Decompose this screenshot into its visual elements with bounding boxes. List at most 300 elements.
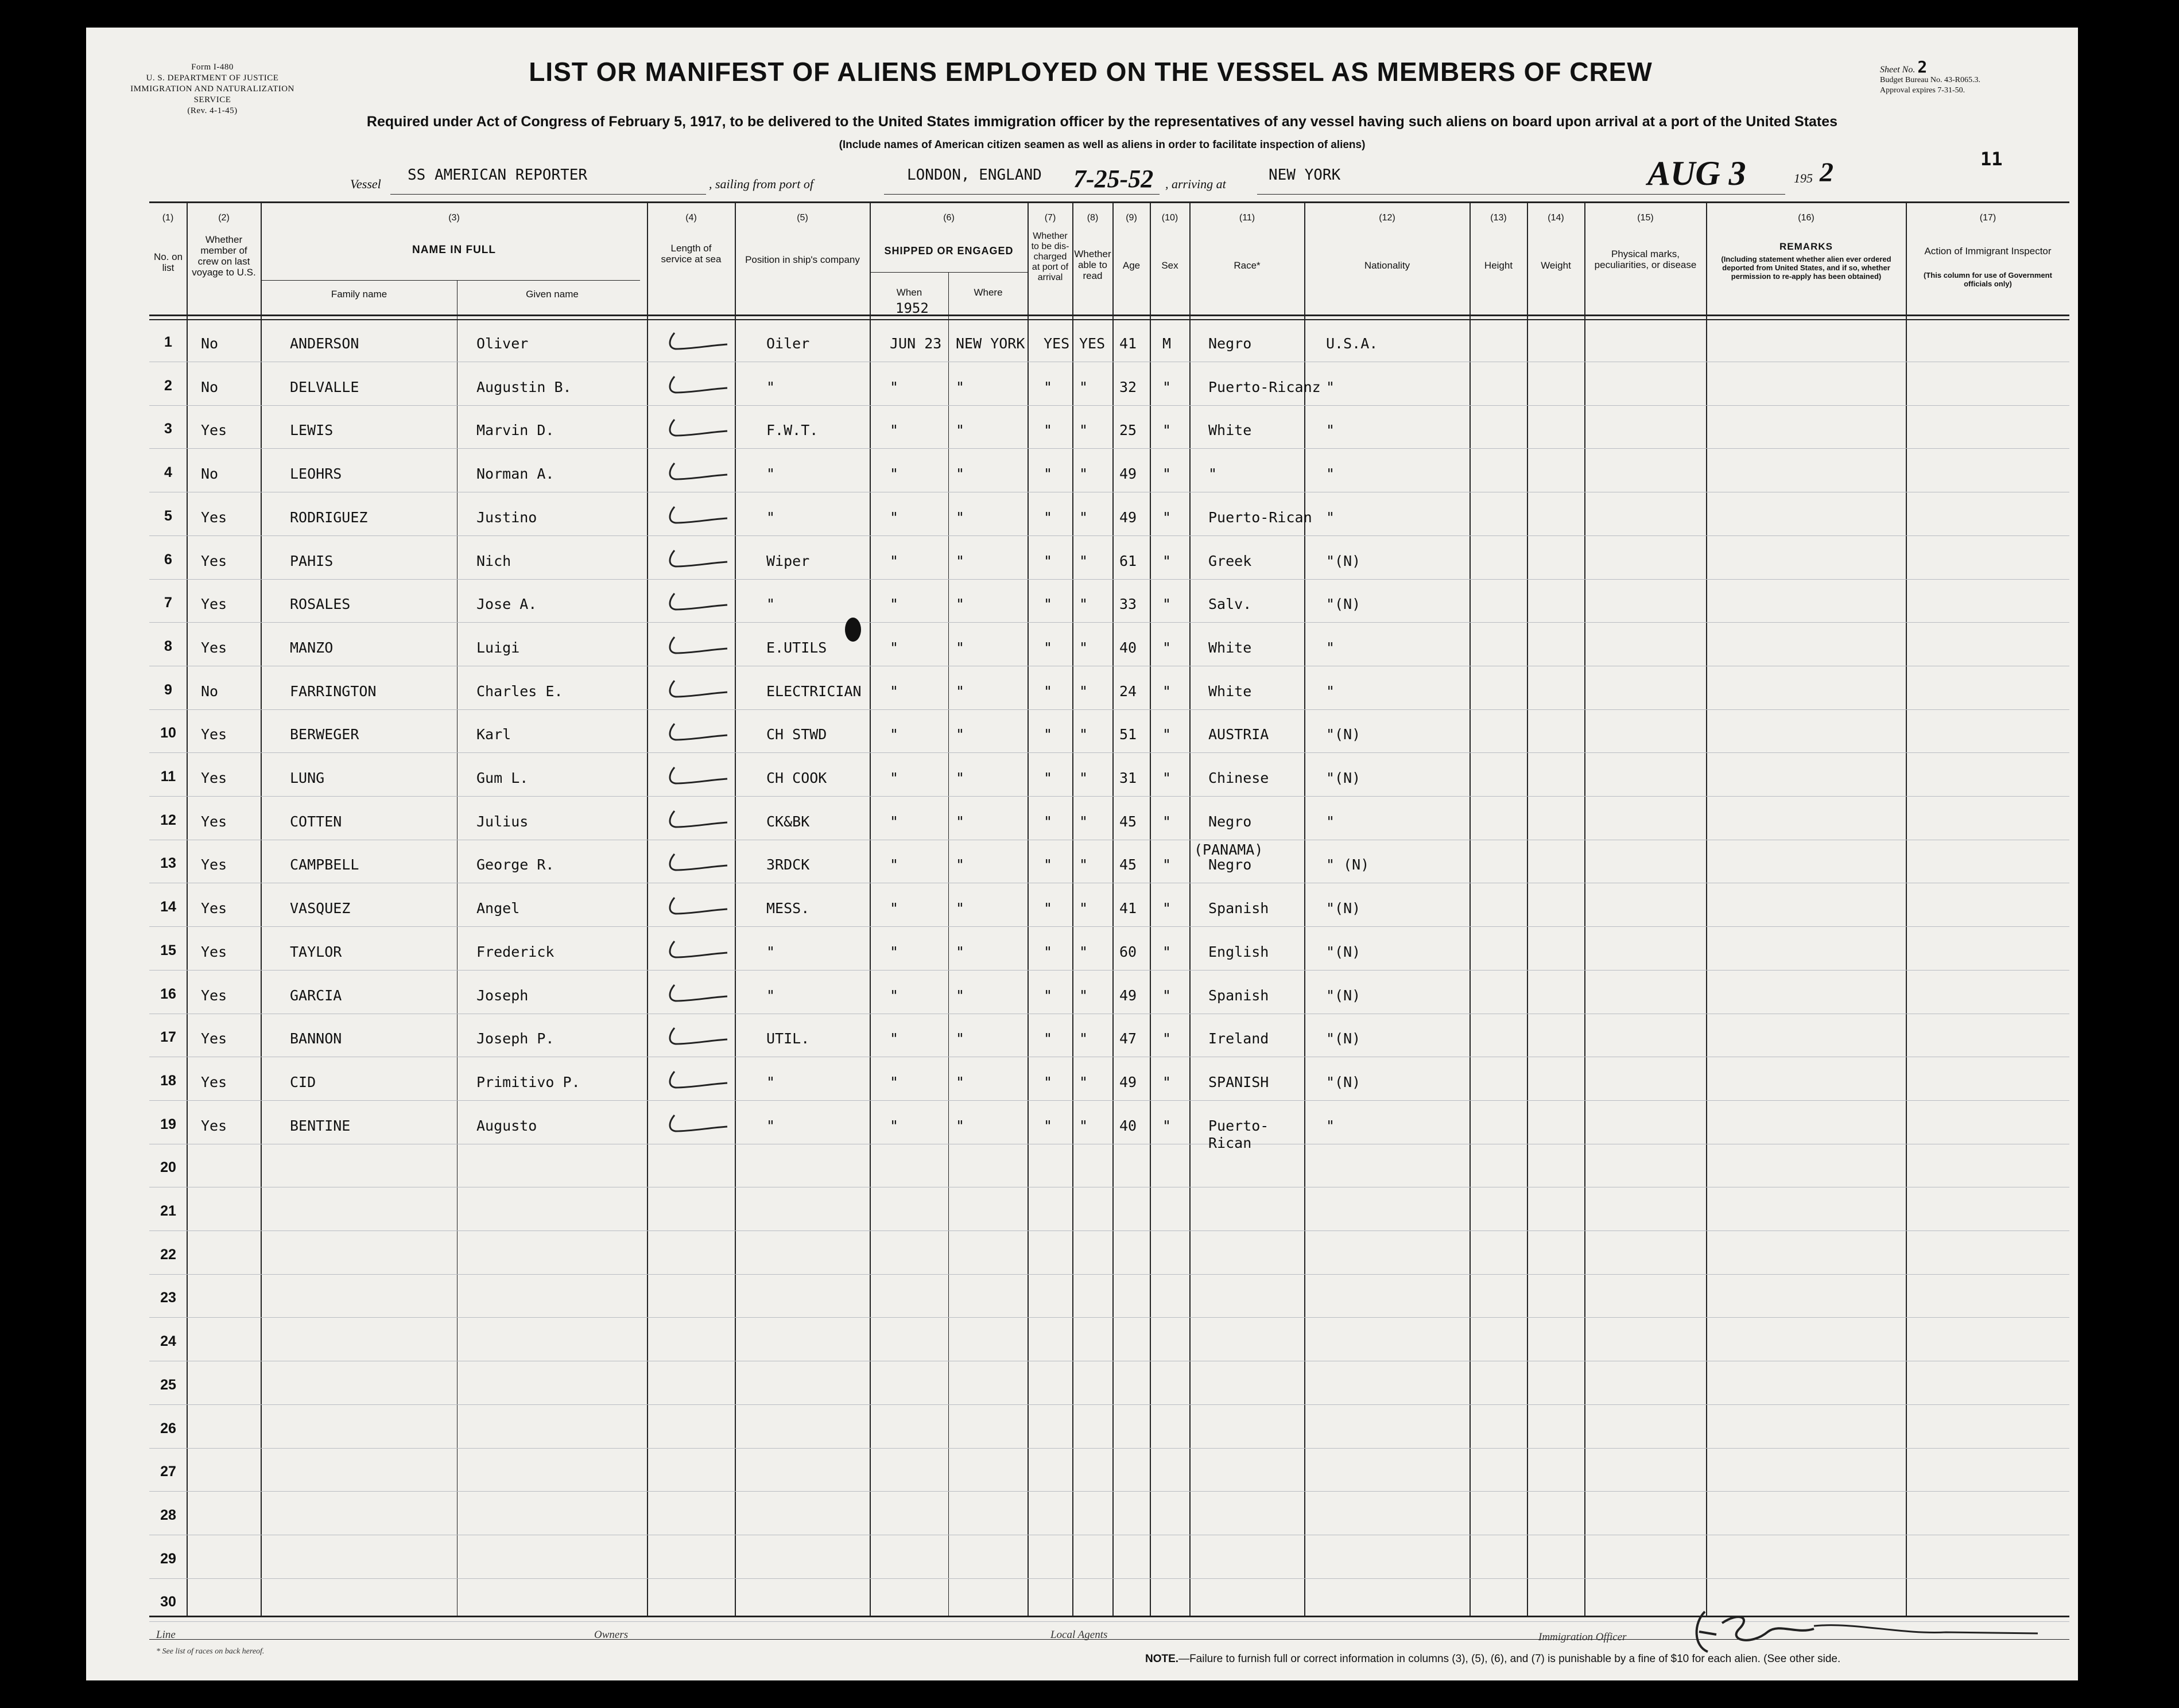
cell-family: COTTEN (290, 813, 342, 830)
arrival-date: AUG 3 (1647, 154, 1746, 192)
cell-race-note: (PANAMA) (1194, 841, 1263, 859)
cell-age: 40 (1119, 1117, 1137, 1134)
cell-when: " (890, 422, 899, 439)
cell-age: 49 (1119, 1073, 1137, 1090)
cell-when: " (890, 552, 899, 569)
cell-discharged: " (1044, 378, 1053, 395)
col5-num: (5) (797, 213, 808, 223)
cell-discharged: " (1044, 900, 1053, 917)
col1-header: No. on list (153, 251, 183, 273)
cell-given: Nich (476, 552, 511, 569)
col14-header: Weight (1541, 260, 1571, 271)
cell-given: Karl (476, 726, 511, 743)
cell-sex: " (1162, 943, 1172, 960)
cell-read: " (1079, 726, 1088, 743)
cell-read: " (1079, 987, 1088, 1004)
col13-num: (13) (1490, 213, 1507, 223)
cell-read: " (1079, 682, 1088, 700)
col4-header: Length of service at sea (661, 243, 722, 265)
cell-race: Ireland (1208, 1030, 1269, 1047)
cell-sex: " (1162, 813, 1172, 830)
row-rule (149, 1274, 2069, 1275)
cell-position: " (766, 378, 776, 395)
cell-last: No (201, 682, 219, 700)
ink-blot (845, 618, 861, 642)
service-check-mark (657, 719, 732, 748)
cell-family: PAHIS (290, 552, 334, 569)
col17-subheader: (This column for use of Government officials only) (1924, 271, 2052, 288)
cell-read: " (1079, 422, 1088, 439)
cell-discharged: " (1044, 465, 1053, 483)
cell-where: " (956, 1117, 965, 1134)
cell-read: " (1079, 813, 1088, 830)
col16-num: (16) (1798, 213, 1814, 223)
cell-where: " (956, 378, 965, 395)
cell-read: " (1079, 465, 1088, 483)
col11-header: Race* (1234, 260, 1261, 271)
cell-sex: " (1162, 726, 1172, 743)
cell-race: Spanish (1208, 900, 1269, 917)
cell-race: Chinese (1208, 770, 1269, 786)
row-number: 5 (164, 507, 172, 524)
cell-where: NEW YORK (956, 335, 1025, 352)
cell-race: Puerto-Rican (1208, 508, 1312, 526)
col15-header: Physical marks, peculiarities, or disease (1594, 249, 1697, 270)
cell-race: Negro (1208, 813, 1252, 830)
row-rule (149, 752, 2069, 753)
cell-family: VASQUEZ (290, 900, 351, 917)
cell-last: Yes (201, 1117, 227, 1134)
cell-read: " (1079, 552, 1088, 569)
service-check-mark (657, 546, 732, 574)
port-to: NEW YORK (1269, 166, 1341, 184)
cell-race: AUSTRIA (1208, 726, 1269, 743)
cell-when: " (890, 1030, 899, 1047)
cell-race: Salv. (1208, 596, 1252, 613)
cell-last: No (201, 378, 219, 395)
cell-discharged: " (1044, 943, 1053, 960)
cell-given: Primitivo P. (476, 1073, 580, 1090)
cell-given: Joseph P. (476, 1030, 555, 1047)
cell-race: Puerto- (1208, 1117, 1269, 1134)
cell-read: " (1079, 900, 1088, 917)
cell-last: Yes (201, 770, 227, 786)
form-revision: (Rev. 4-1-45) (187, 106, 238, 115)
footer-agents-label: Local Agents (1050, 1629, 1108, 1641)
cell-last: Yes (201, 1030, 227, 1047)
cell-sex: " (1162, 1117, 1172, 1134)
cell-nationality: "(N) (1326, 726, 1361, 743)
vessel-label: Vessel (350, 177, 381, 191)
sheet-info (1880, 57, 2052, 96)
col6-header: SHIPPED OR ENGAGED (884, 245, 1014, 257)
cell-sex: " (1162, 770, 1172, 786)
cell-race: SPANISH (1208, 1073, 1269, 1090)
cell-nationality: " (1326, 378, 1335, 395)
cell-given: Gum L. (476, 770, 529, 786)
cell-nationality: " (N) (1326, 856, 1370, 874)
service-check-mark (657, 806, 732, 835)
row-rule (149, 1448, 2069, 1449)
cell-position: " (766, 508, 776, 526)
cell-when: " (890, 1073, 899, 1090)
year-prefix: 195 (1794, 171, 1813, 185)
cell-read: " (1079, 770, 1088, 786)
cell-race: White (1208, 422, 1252, 439)
cell-last: Yes (201, 422, 227, 439)
cell-where: " (956, 508, 965, 526)
include-statement: (Include names of American citizen seamen as well as aliens in order to facilitate inspection of aliens) (839, 139, 1366, 151)
cell-position: " (766, 465, 776, 483)
col5-header: Position in ship's company (745, 254, 860, 265)
col12-header: Nationality (1364, 260, 1410, 271)
cell-family: DELVALLE (290, 378, 359, 395)
manifest-page (86, 28, 2078, 1680)
service-check-mark (657, 1067, 732, 1096)
cell-nationality: "(N) (1326, 596, 1361, 613)
service-check-mark (657, 372, 732, 401)
cell-age: 24 (1119, 682, 1137, 700)
cell-age: 47 (1119, 1030, 1137, 1047)
form-number: Form I-480 (191, 63, 234, 72)
cell-age: 32 (1119, 378, 1137, 395)
cell-read: " (1079, 856, 1088, 874)
cell-given: Norman A. (476, 465, 555, 483)
row-number: 29 (160, 1550, 176, 1567)
cell-family: RODRIGUEZ (290, 508, 368, 526)
cell-sex: " (1162, 422, 1172, 439)
row-number: 28 (160, 1507, 176, 1523)
cell-given: Justino (476, 508, 537, 526)
cell-sex: " (1162, 682, 1172, 700)
cell-family: BANNON (290, 1030, 342, 1047)
cell-when: " (890, 813, 899, 830)
cell-nationality: "(N) (1326, 1030, 1361, 1047)
cell-when: " (890, 943, 899, 960)
service-check-mark (657, 1111, 732, 1139)
cell-where: " (956, 682, 965, 700)
service-name: IMMIGRATION AND NATURALIZATION SERVICE (130, 84, 294, 104)
row-number: 7 (164, 595, 172, 611)
cell-last: Yes (201, 508, 227, 526)
cell-age: 60 (1119, 943, 1137, 960)
cell-last: No (201, 465, 219, 483)
row-rule (149, 796, 2069, 797)
row-rule (149, 1317, 2069, 1318)
cell-where: " (956, 770, 965, 786)
col11-num: (11) (1239, 213, 1255, 223)
cell-family: ANDERSON (290, 335, 359, 352)
row-rule (149, 622, 2069, 623)
cell-family: CID (290, 1073, 316, 1090)
row-number: 9 (164, 681, 172, 698)
service-check-mark (657, 849, 732, 878)
cell-position: Oiler (766, 335, 810, 352)
row-rule (149, 1100, 2069, 1101)
col14-num: (14) (1548, 213, 1564, 223)
cell-read: " (1079, 943, 1088, 960)
cell-nationality: "(N) (1326, 1073, 1361, 1090)
col6-when-year: 1952 (895, 300, 929, 316)
cell-family: LUNG (290, 770, 325, 786)
cell-read: " (1079, 508, 1088, 526)
cell-sex: " (1162, 1030, 1172, 1047)
row-number: 12 (160, 812, 176, 828)
row-rule (149, 1404, 2069, 1405)
cell-race: Negro (1208, 856, 1252, 874)
row-number: 18 (160, 1072, 176, 1089)
cell-sex: " (1162, 465, 1172, 483)
note-label: NOTE. (1145, 1653, 1179, 1665)
row-rule (149, 926, 2069, 927)
row-rule (149, 970, 2069, 971)
service-check-mark (657, 980, 732, 1009)
cell-sex: M (1162, 335, 1172, 352)
cell-where: " (956, 943, 965, 960)
cell-sex: " (1162, 1073, 1172, 1090)
cell-age: 49 (1119, 508, 1137, 526)
cell-last: Yes (201, 639, 227, 656)
cell-where: " (956, 596, 965, 613)
cell-position: " (766, 943, 776, 960)
cell-sex: " (1162, 900, 1172, 917)
footer-line-label: Line (156, 1629, 176, 1641)
cell-position: 3RDCK (766, 856, 810, 874)
cell-when: " (890, 596, 899, 613)
col6-where-header: Where (974, 287, 1003, 298)
col3-given-header: Given name (526, 289, 579, 300)
cell-discharged: " (1044, 770, 1053, 786)
cell-sex: " (1162, 378, 1172, 395)
cell-sex: " (1162, 987, 1172, 1004)
cell-last: Yes (201, 1073, 227, 1090)
service-check-mark (657, 1023, 732, 1052)
cell-where: " (956, 552, 965, 569)
row-number: 21 (160, 1203, 176, 1219)
col6-when-header: When (896, 287, 922, 298)
cell-age: 51 (1119, 726, 1137, 743)
cell-given: Charles E. (476, 682, 563, 700)
cell-sex: " (1162, 508, 1172, 526)
row-number: 20 (160, 1159, 176, 1176)
cell-race: Negro (1208, 335, 1252, 352)
cell-when: " (890, 378, 899, 395)
row-number: 6 (164, 551, 172, 568)
cell-discharged: " (1044, 987, 1053, 1004)
cell-where: " (956, 1030, 965, 1047)
cell-given: Joseph (476, 987, 529, 1004)
row-rule (149, 1230, 2069, 1231)
cell-age: 41 (1119, 900, 1137, 917)
service-check-mark (657, 937, 732, 965)
cell-position: Wiper (766, 552, 810, 569)
service-check-mark (657, 459, 732, 487)
cell-when: " (890, 726, 899, 743)
cell-discharged: " (1044, 813, 1053, 830)
service-check-mark (657, 589, 732, 618)
col3-family-header: Family name (331, 289, 387, 300)
cell-when: " (890, 900, 899, 917)
cell-nationality: U.S.A. (1326, 335, 1378, 352)
cell-family: BERWEGER (290, 726, 359, 743)
row-number: 30 (160, 1594, 176, 1610)
cell-last: Yes (201, 900, 227, 917)
col7-num: (7) (1044, 213, 1056, 223)
row-number: 26 (160, 1420, 176, 1437)
service-check-mark (657, 893, 732, 922)
cell-family: TAYLOR (290, 943, 342, 960)
cell-nationality: "(N) (1326, 943, 1361, 960)
col17-header: Action of Immigrant Inspector (1924, 246, 2052, 257)
cell-position: E.UTILS (766, 639, 827, 656)
cell-discharged: " (1044, 422, 1053, 439)
cell-family: LEOHRS (290, 465, 342, 483)
row-number: 23 (160, 1290, 176, 1306)
cell-race: English (1208, 943, 1269, 960)
cell-discharged: YES (1044, 335, 1070, 352)
cell-race: Puerto-Ricanz (1208, 378, 1321, 395)
col12-num: (12) (1379, 213, 1395, 223)
col16-subheader: (Including statement whether alien ever ordered deported from United States, and if so, whether permission to re-apply has been obtained) (1721, 255, 1891, 281)
cell-read: " (1079, 378, 1088, 395)
cell-where: " (956, 639, 965, 656)
cell-when: " (890, 987, 899, 1004)
cell-sex: " (1162, 552, 1172, 569)
cell-position: " (766, 596, 776, 613)
cell-when: " (890, 508, 899, 526)
cell-family: MANZO (290, 639, 334, 656)
cell-age: 49 (1119, 465, 1137, 483)
row-rule (149, 1491, 2069, 1492)
row-rule (149, 579, 2069, 580)
row-rule (149, 448, 2069, 449)
row-rule (149, 535, 2069, 536)
cell-given: Luigi (476, 639, 520, 656)
col10-header: Sex (1161, 260, 1178, 271)
vessel-name: SS AMERICAN REPORTER (408, 166, 588, 184)
cell-discharged: " (1044, 1030, 1053, 1047)
cell-family: CAMPBELL (290, 856, 359, 874)
page-number: 11 (1980, 148, 2003, 170)
cell-discharged: " (1044, 682, 1053, 700)
cell-discharged: " (1044, 726, 1053, 743)
cell-where: " (956, 900, 965, 917)
port-from: LONDON, ENGLAND (907, 166, 1042, 184)
cell-sex: " (1162, 856, 1172, 874)
cell-last: Yes (201, 552, 227, 569)
footer-owners-label: Owners (594, 1629, 629, 1641)
col16-header: REMARKS (1779, 241, 1833, 252)
col2-header: Whether member of crew on last voyage to U.S. (192, 234, 256, 278)
cell-race: " (1208, 465, 1218, 483)
cell-last: Yes (201, 856, 227, 874)
cell-discharged: " (1044, 508, 1053, 526)
note-text: —Failure to furnish full or correct information in columns (3), (5), (6), and (7) is punishable by a fine of $10 for each alien. (See other side. (1178, 1653, 1841, 1665)
officer-signature (1682, 1600, 2061, 1663)
col17-num: (17) (1979, 213, 1996, 223)
cell-race: White (1208, 682, 1252, 700)
sail-date: 7-25-52 (1073, 165, 1154, 193)
cell-position: F.W.T. (766, 422, 819, 439)
row-rule (149, 1578, 2069, 1579)
cell-read: " (1079, 639, 1088, 656)
cell-position: CK&BK (766, 813, 810, 830)
cell-discharged: " (1044, 856, 1053, 874)
row-number: 27 (160, 1464, 176, 1480)
cell-where: " (956, 1073, 965, 1090)
col3-num: (3) (448, 213, 460, 223)
sheet-label: Sheet No. (1880, 65, 1916, 75)
cell-sex: " (1162, 639, 1172, 656)
cell-last: Yes (201, 987, 227, 1004)
cell-family: ROSALES (290, 596, 351, 613)
cell-nationality: " (1326, 422, 1335, 439)
cell-nationality: "(N) (1326, 552, 1361, 569)
cell-nationality: " (1326, 682, 1335, 700)
cell-race: Spanish (1208, 987, 1269, 1004)
sailing-label: , sailing from port of (709, 177, 813, 191)
cell-when: " (890, 465, 899, 483)
row-number: 13 (160, 855, 176, 872)
row-number: 10 (160, 725, 176, 742)
cell-family: GARCIA (290, 987, 342, 1004)
cell-last: Yes (201, 943, 227, 960)
col8-num: (8) (1087, 213, 1099, 223)
row-number: 15 (160, 942, 176, 958)
cell-discharged: " (1044, 1073, 1053, 1090)
row-number: 3 (164, 421, 172, 437)
cell-age: 33 (1119, 596, 1137, 613)
row-number: 2 (164, 377, 172, 394)
cell-where: " (956, 987, 965, 1004)
col13-header: Height (1484, 260, 1513, 271)
col6-num: (6) (943, 213, 955, 223)
cell-read: " (1079, 1073, 1088, 1090)
cell-where: " (956, 726, 965, 743)
col9-num: (9) (1126, 213, 1137, 223)
service-check-mark (657, 763, 732, 791)
cell-when: " (890, 856, 899, 874)
footer-officer-label: Immigration Officer (1538, 1631, 1627, 1643)
cell-age: 45 (1119, 813, 1137, 830)
required-statement: Required under Act of Congress of February 5, 1917, to be delivered to the United States immigration officer by the representatives of any vessel having such aliens on board upon arrival at a port of the United States (366, 114, 1838, 130)
row-number: 22 (160, 1246, 176, 1263)
cell-age: 31 (1119, 770, 1137, 786)
cell-where: " (956, 465, 965, 483)
cell-when: " (890, 639, 899, 656)
cell-when: " (890, 682, 899, 700)
cell-discharged: " (1044, 1117, 1053, 1134)
cell-where: " (956, 813, 965, 830)
cell-race: White (1208, 639, 1252, 656)
row-number: 19 (160, 1116, 176, 1132)
budget-bureau: Budget Bureau No. 43-R065.3. (1880, 76, 1980, 84)
cell-when: " (890, 770, 899, 786)
row-number: 24 (160, 1333, 176, 1350)
cell-given: Augustin B. (476, 378, 572, 395)
cell-nationality: " (1326, 508, 1335, 526)
cell-position: " (766, 1073, 776, 1090)
col8-header: Whether able to read (1074, 249, 1111, 281)
cell-nationality: " (1326, 1117, 1335, 1134)
races-footnote: * See list of races on back hereof. (156, 1647, 265, 1656)
cell-position: " (766, 987, 776, 1004)
cell-discharged: " (1044, 639, 1053, 656)
cell-nationality: " (1326, 813, 1335, 830)
cell-given: Angel (476, 900, 520, 917)
cell-nationality: "(N) (1326, 770, 1361, 786)
col10-num: (10) (1161, 213, 1178, 223)
